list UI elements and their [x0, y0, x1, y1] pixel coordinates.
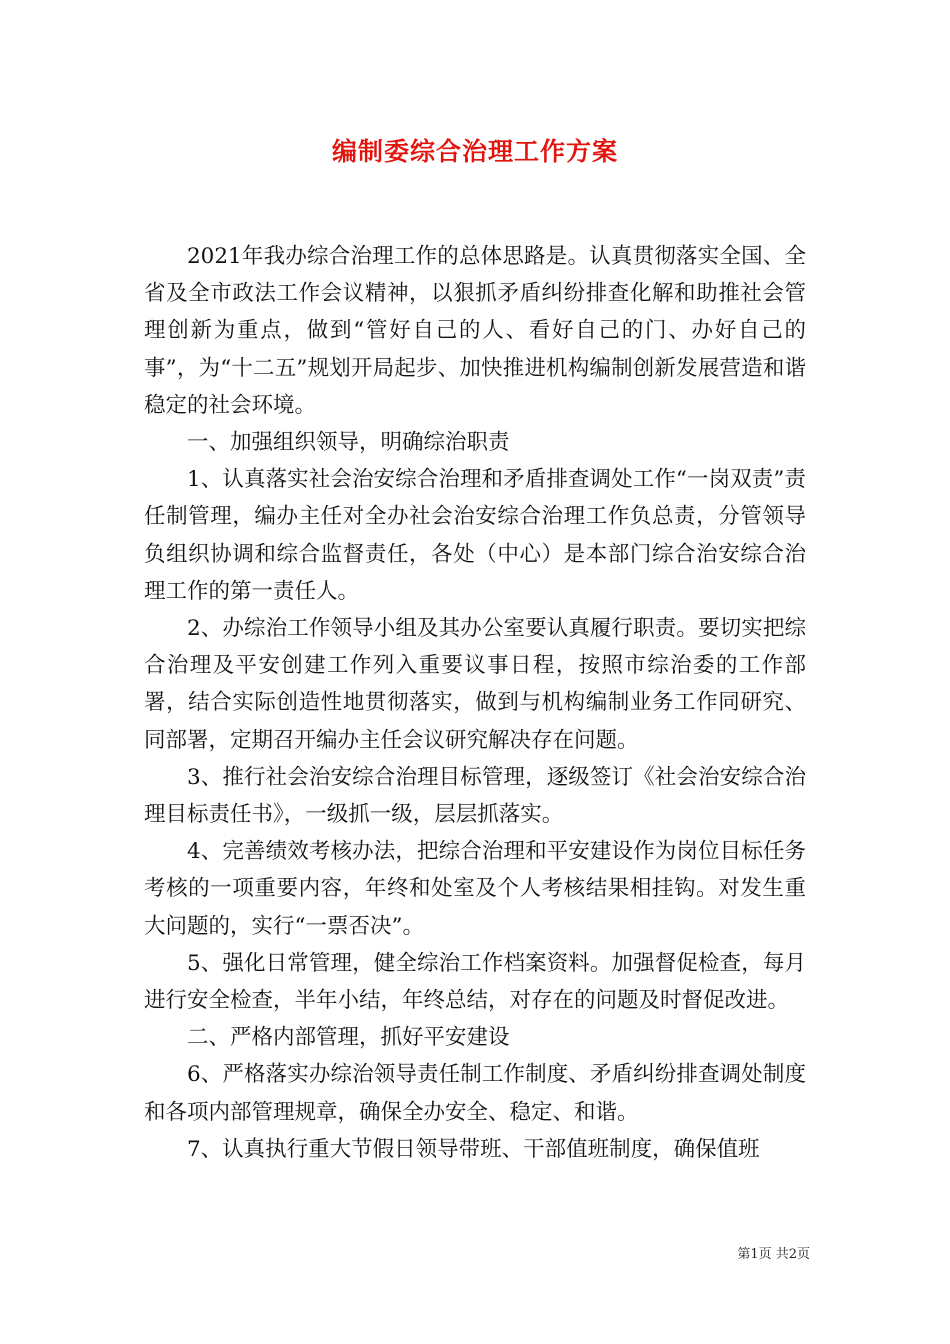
document-title: 编制委综合治理工作方案 [331, 137, 618, 166]
paragraph-item-1: 1、认真落实社会治安综合治理和矛盾排查调处工作“一岗双责”责任制管理，编办主任对全办社会治安综合治理工作负总责，分管领导负组织协调和综合监督责任，各处（中心）是本部门综合治安综合治理工作的第一责任人。 [144, 467, 806, 604]
paragraph-item-7: 7、认真执行重大节假日领导带班、干部值班制度，确保值班 [187, 1136, 760, 1162]
paragraph-item-5: 5、强化日常管理，健全综治工作档案资料。加强督促检查，每月进行安全检查，半年小结，年终总结，对存在的问题及时督促改进。 [144, 950, 806, 1014]
paragraph-item-4: 4、完善绩效考核办法，把综合治理和平安建设作为岗位目标任务考核的一项重要内容，年终和处室及个人考核结果相挂钩。对发生重大问题的，实行“一票否决”。 [144, 839, 806, 939]
section-heading-1: 一、加强组织领导，明确综治职责 [187, 430, 510, 456]
paragraph-item-3: 3、推行社会治安综合治理目标管理，逐级签订《社会治安综合治理目标责任书》，一级抓一级，层层抓落实。 [144, 764, 806, 828]
page-number-footer: 第1页 共2页 [737, 1247, 810, 1262]
paragraph-intro: 2021年我办综合治理工作的总体思路是。认真贯彻落实全国、全省及全市政法工作会议精神，以狠抓矛盾纠纷排查化解和助推社会管理创新为重点，做到“管好自己的人、看好自己的门、办好自己的事”，为“十二五”规划开局起步、加快推进机构编制创新发展营造和谐稳定的社会环境。 [144, 244, 806, 418]
document-body [144, 238, 806, 1168]
section-heading-2: 二、严格内部管理，抓好平安建设 [187, 1025, 510, 1051]
paragraph-item-6: 6、严格落实办综治领导责任制工作制度、矛盾纠纷排查调处制度和各项内部管理规章，确保全办安全、稳定、和谐。 [144, 1062, 806, 1125]
paragraph-item-2: 2、办综治工作领导小组及其办公室要认真履行职责。要切实把综合治理及平安创建工作列入重要议事日程，按照市综治委的工作部署，结合实际创造性地贯彻落实，做到与机构编制业务工作同研究、同部署，定期召开编办主任会议研究解决存在问题。 [144, 616, 806, 753]
